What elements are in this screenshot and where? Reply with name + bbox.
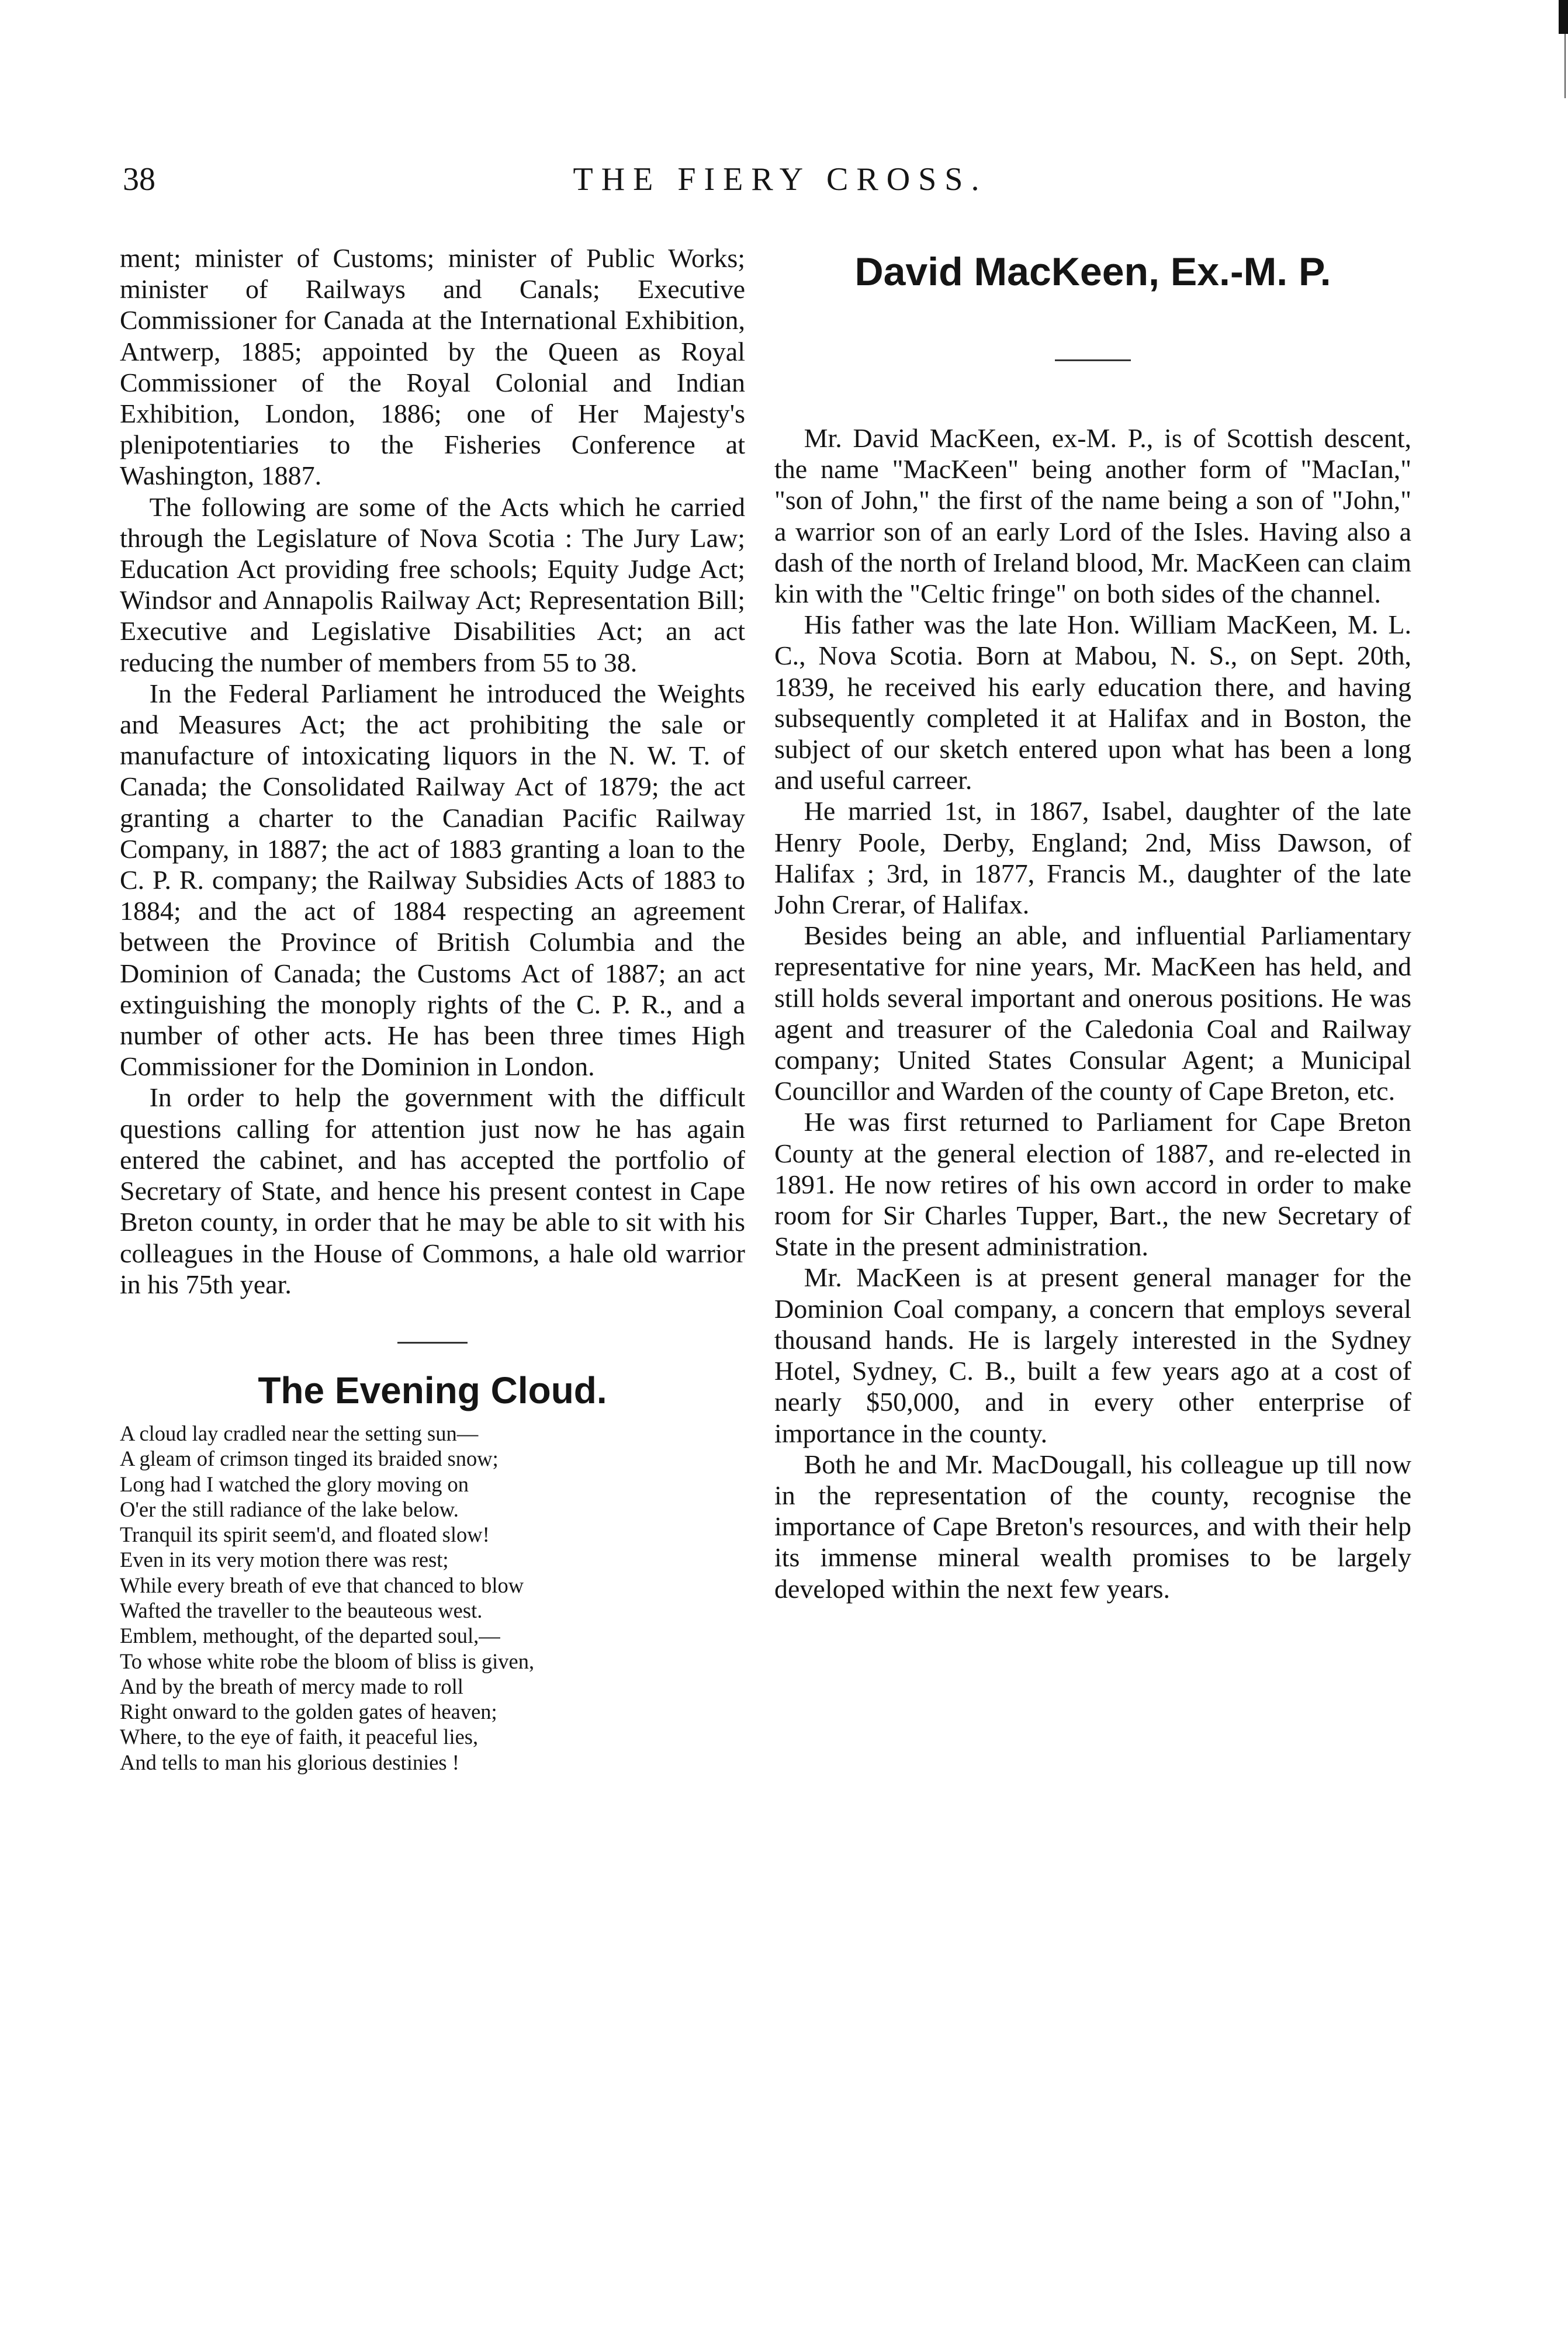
poem-line: A gleam of crimson tinged its braided snow; [120,1446,499,1471]
page-edge-line [1564,34,1566,98]
article-continuation-paragraph-2: The following are some of the Acts which he carried through the Legislature of Nova Scotia : The Jury Law; Education Act providing free schools; Equity Judge Act; Windsor and Annapolis Railway Act; Representation Bill; Executive and Legislative Disabilities Act; an act reducing the number of members from 55 to 38. [120,492,745,677]
left-column [120,243,745,1775]
article-paragraph-5: He was first returned to Parliament for Cape Breton County at the general election of 1887, and re-elected in 1891. He now retires of his own accord in order to make room for Sir Charles Tupper, Bart., the new Secretary of State in the present administration. [774,1107,1411,1262]
poem-body [120,1421,745,1775]
poem-line: O'er the still radiance of the lake below. [120,1497,459,1521]
poem-line: Wafted the traveller to the beauteous west. [120,1598,483,1622]
poem-line: Emblem, methought, of the departed soul,— [120,1624,500,1648]
article-paragraph-6: Mr. MacKeen is at present general manager for the Dominion Coal company, a concern that employs several thousand hands. He is largely interested in the Sydney Hotel, Sydney, C. B., built a few years ago at a cost of nearly $50,000, and in every other enterprise of importance in the county. [774,1262,1411,1448]
poem-line: And by the breath of mercy made to roll [120,1674,463,1698]
poem-line: Tranquil its spirit seem'd, and floated slow! [120,1522,490,1547]
article-title: David MacKeen, Ex.-M. P. [854,250,1331,294]
poem-title: The Evening Cloud. [258,1369,607,1411]
title-divider [1055,359,1131,361]
article-paragraph-4: Besides being an able, and influential Parliamentary representative for nine years, Mr. MacKeen has held, and still holds several important and onerous positions. He was agent and treasurer of the Caledonia Coal and Railway company; United States Consular Agent; a Municipal Councillor and Warden of the county of Cape Breton, etc. [774,920,1411,1106]
poem-line: A cloud lay cradled near the setting sun— [120,1421,479,1445]
article-continuation-paragraph-3: In the Federal Parliament he introduced the Weights and Measures Act; the act prohibiting the sale or manufacture of intoxicating liquors in the N. W. T. of Canada; the Consolidated Railway Act of 1879; the act granting a charter to the Canadian Pacific Railway Company, in 1887; the act of 1883 granting a loan to the C. P. R. company; the Railway Subsidies Acts of 1883 to 1884; and the act of 1884 respecting an agreement between the Province of British Columbia and the Dominion of Canada; the Customs Act of 1887; an act extinguishing the monoply rights of the C. P. R., and a number of other acts. He has been three times High Commissioner for the Dominion in London. [120,678,745,1082]
poem-line: Long had I watched the glory moving on [120,1472,469,1496]
poem-line: And tells to man his glorious destinies ! [120,1750,459,1774]
poem-line: Where, to the eye of faith, it peaceful lies, [120,1725,479,1749]
page-edge-mark [1559,0,1568,34]
running-title: THE FIERY CROSS. [573,161,988,198]
poem-line: Even in its very motion there was rest; [120,1548,449,1572]
page-header [123,161,1438,207]
poem-line: Right onward to the golden gates of heaven; [120,1700,497,1724]
article-paragraph-7: Both he and Mr. MacDougall, his colleague up till now in the representation of the county, recognise the importance of Cape Breton's resources, and with their help its immense mineral wealth promises to be largely developed within the next few years. [774,1449,1411,1604]
article-paragraph-2: His father was the late Hon. William MacKeen, M. L. C., Nova Scotia. Born at Mabou, N. S., on Sept. 20th, 1839, he received his early education there, and having subsequently completed it at Halifax and in Boston, the subject of our sketch entered upon what has been a long and useful carreer. [774,610,1411,795]
right-column [774,243,1411,1604]
section-divider [397,1342,468,1344]
poem-line: While every breath of eve that chanced to blow [120,1573,524,1597]
article-continuation-paragraph-4: In order to help the government with the difficult questions calling for attention just now he has again entered the cabinet, and has accepted the portfolio of Secretary of State, and hence his present contest in Cape Breton county, in order that he may be able to sit with his colleagues in the House of Commons, a hale old warrior in his 75th year. [120,1082,745,1299]
article-paragraph-1: Mr. David MacKeen, ex-M. P., is of Scottish descent, the name "MacKeen" being another form of "MacIan," "son of John," the first of the name being a son of "John," a warrior son of an early Lord of the Isles. Having also a dash of the north of Ireland blood, Mr. MacKeen can claim kin with the "Celtic fringe" on both sides of the channel. [774,423,1411,609]
article-continuation-paragraph-1: ment; minister of Customs; minister of Public Works; minister of Railways and Canals; Executive Commissioner for Canada at the International Exhibition, Antwerp, 1885; appointed by the Queen as Royal Commissioner of the Royal Colonial and Indian Exhibition, London, 1886; one of Her Majesty's plenipotentiaries to the Fisheries Conference at Washington, 1887. [120,243,745,491]
page-number: 38 [123,161,155,198]
article-paragraph-3: He married 1st, in 1867, Isabel, daughter of the late Henry Poole, Derby, England; 2nd, Miss Dawson, of Halifax ; 3rd, in 1877, Francis M., daughter of the late John Crerar, of Halifax. [774,796,1411,920]
poem-line: To whose white robe the bloom of bliss is given, [120,1649,535,1673]
